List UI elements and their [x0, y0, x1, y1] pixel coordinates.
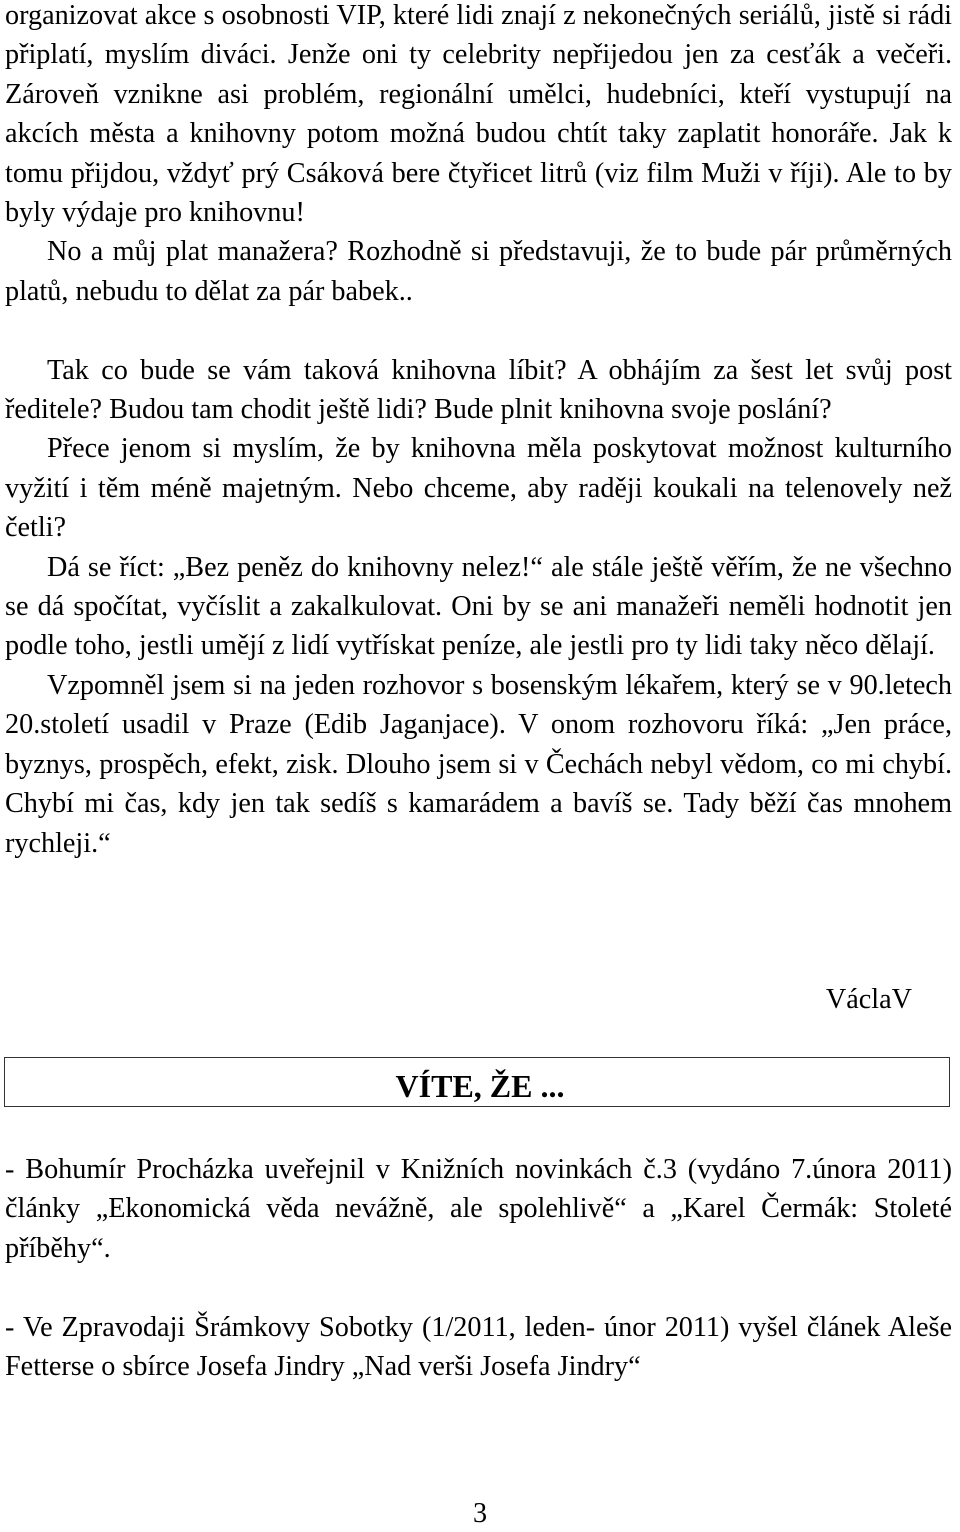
- section-heading: VÍTE, ŽE ...: [395, 1068, 565, 1104]
- page-number: 3: [472, 1498, 488, 1529]
- article-body: [5, 0, 952, 863]
- paragraph: organizovat akce s osobnosti VIP, které lidi znají z nekonečných seriálů, jistě si rádi připlatí, myslím diváci. Jenže oni ty celebrity nepřijedou jen za cesťák a večeři. Zároveň vznikne asi problém, regionální umělci, hudebníci, kteří vystupují na akcích města a knihovny potom možná budou chtít taky zaplatit honoráře. Jak k tomu přijdou, vždyť prý Csáková bere čtyřicet litrů (viz film Muži v říji). Ale to by byly výdaje pro knihovnu!: [5, 0, 952, 229]
- paragraph: Tak co bude se vám taková knihovna líbit? A obhájím za šest let svůj post ředitele? Budou tam chodit ještě lidi? Bude plnit knihovna svoje poslání?: [5, 354, 952, 426]
- news-item: - Bohumír Procházka uveřejnil v Knižních novinkách č.3 (vydáno 7.února 2011) články „Ekonomická věda nevážně, ale spolehlivě“ a „Karel Čermák: Stoleté příběhy“.: [5, 1154, 952, 1264]
- news-items: [5, 1150, 952, 1426]
- news-item: - Ve Zpravodaji Šrámkovy Sobotky (1/2011, leden- únor 2011) vyšel článek Aleše Fetterse o sbírce Josefa Jindry „Nad verši Josefa Jindry“: [5, 1311, 952, 1383]
- author-signature: VáclaV: [825, 984, 912, 1015]
- paragraph: No a můj plat manažera? Rozhodně si představuji, že to bude pár průměrných platů, nebudu to dělat za pár babek..: [5, 236, 952, 307]
- paragraph: Vzpomněl jsem si na jeden rozhovor s bosenským lékařem, který se v 90.letech 20.století usadil v Praze (Edib Jaganjace). V onom rozhovoru říká: „Jen práce, byznys, prospěch, efekt, zisk. Dlouho jsem si v Čechách nebyl vědom, co mi chybí. Chybí mi čas, kdy jen tak sedíš s kamarádem a bavíš se. Tady běží čas mnohem rychleji.“: [5, 669, 952, 859]
- paragraph: Přece jenom si myslím, že by knihovna měla poskytovat možnost kulturního vyžití i těm méně majetným. Nebo chceme, aby raději koukali na telenovely než četli?: [5, 433, 952, 544]
- paragraph: Dá se říct: „Bez peněz do knihovny nelez!“ ale stále ještě věřím, že ne všechno se dá spočítat, vyčíslit a zakalkulovat. Oni by se ani manažeři neměli hodnotit jen podle toho, jestli umějí z lidí vytřískat peníze, ale jestli pro ty lidi taky něco dělají.: [5, 551, 952, 662]
